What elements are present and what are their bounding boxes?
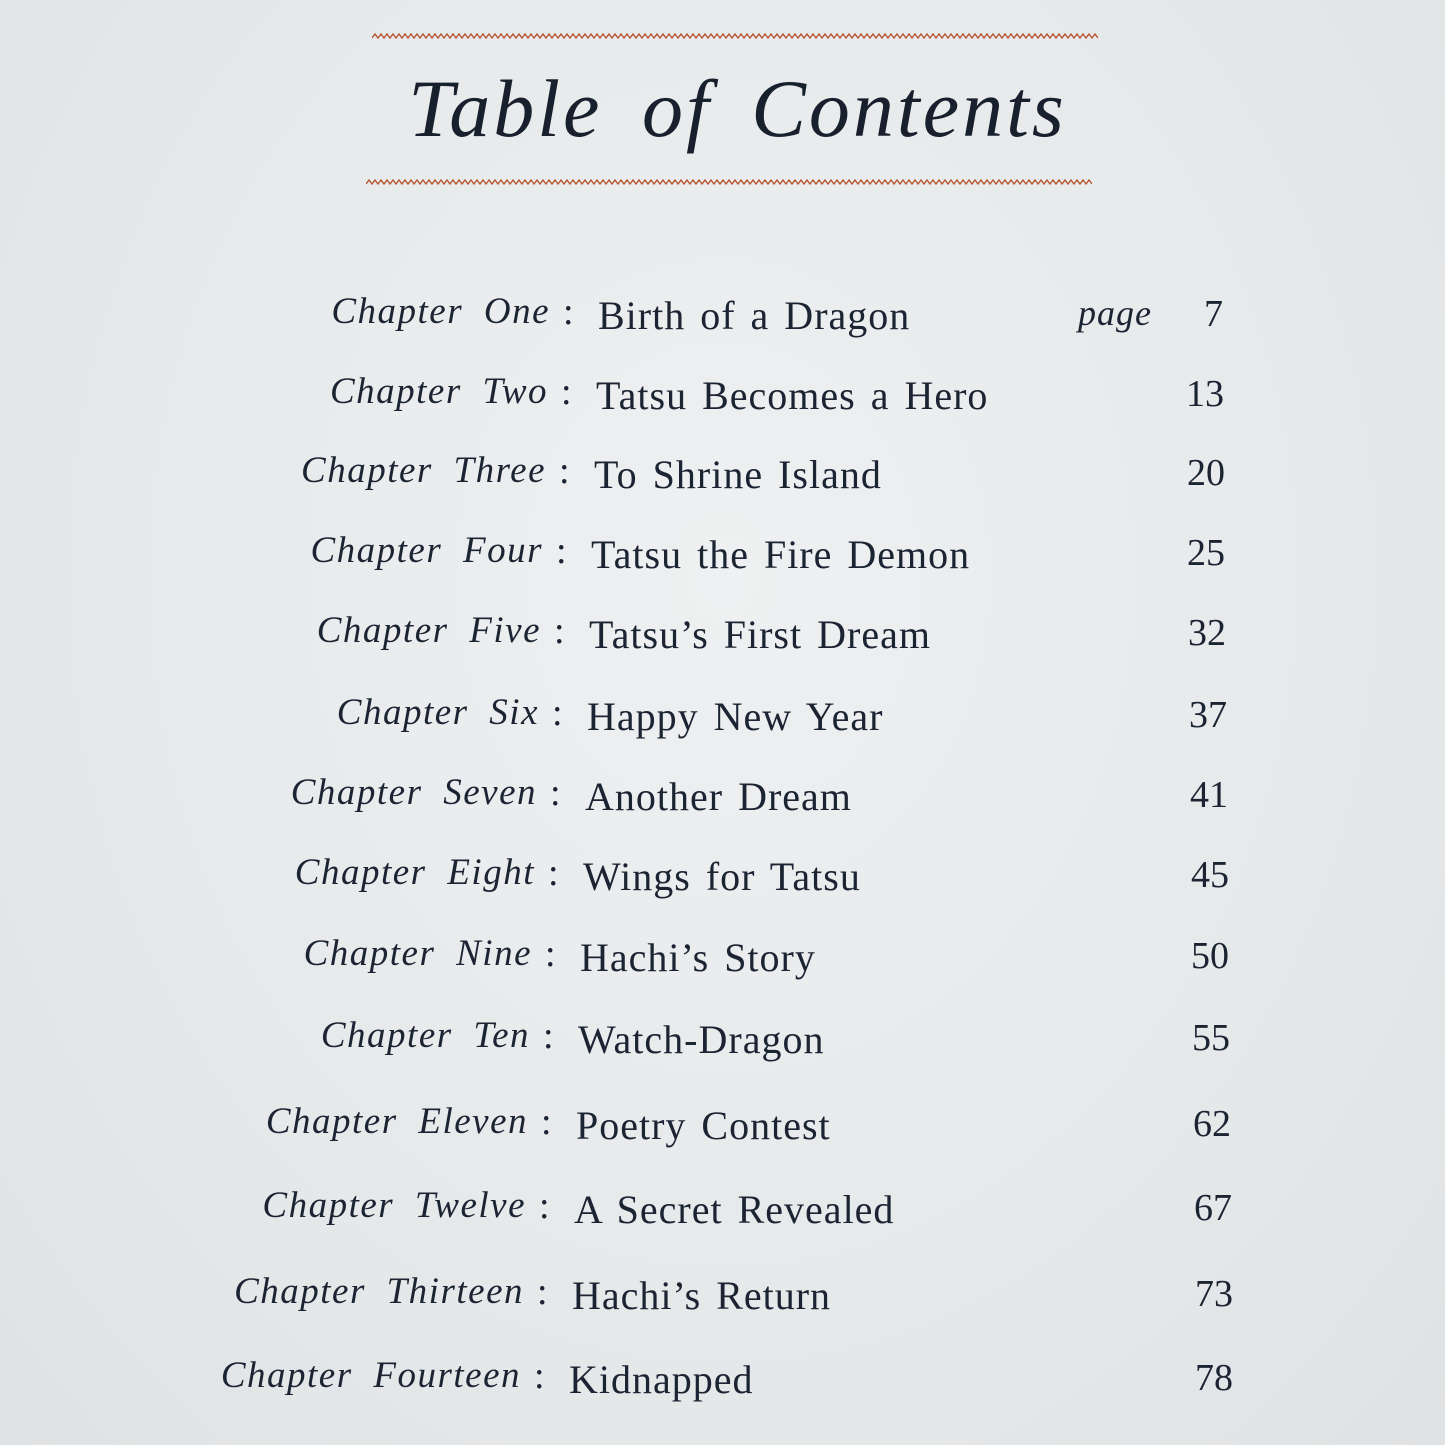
chapter-title: Poetry Contest xyxy=(576,1103,831,1148)
toc-entry xyxy=(0,771,1445,831)
page-number: 78 xyxy=(1195,1357,1233,1399)
chapter-colon: : xyxy=(552,692,563,734)
chapter-label: Chapter Twelve xyxy=(262,1185,526,1226)
chapter-colon: : xyxy=(556,530,567,572)
page-number: 55 xyxy=(1192,1017,1230,1059)
chapter-label: Chapter Five xyxy=(316,610,541,651)
toc-entry xyxy=(0,1354,1445,1414)
chapter-colon: : xyxy=(539,1185,550,1227)
page-number: 67 xyxy=(1194,1187,1232,1229)
chapter-colon: : xyxy=(543,1015,554,1057)
chapter-title: Birth of a Dragon xyxy=(598,293,911,338)
chapter-label: Chapter Three xyxy=(301,450,546,491)
chapter-colon: : xyxy=(537,1271,548,1313)
toc-entry xyxy=(0,851,1445,911)
toc-entry xyxy=(0,1184,1445,1244)
toc-entry xyxy=(0,1270,1445,1330)
toc-entry xyxy=(0,370,1445,430)
chapter-title: Hachi’s Return xyxy=(572,1273,832,1318)
page-number: 41 xyxy=(1190,774,1228,816)
page-number: 25 xyxy=(1187,532,1225,574)
toc-entry xyxy=(0,290,1445,350)
page-number: 62 xyxy=(1193,1103,1231,1145)
chapter-label: Chapter Six xyxy=(336,692,539,733)
chapter-label: Chapter Eleven xyxy=(265,1101,528,1142)
page-number: 45 xyxy=(1191,854,1229,896)
toc-entry xyxy=(0,691,1445,751)
chapter-label: Chapter One xyxy=(331,291,550,332)
chapter-title: Tatsu’s First Dream xyxy=(589,612,931,657)
chapter-title: Another Dream xyxy=(585,774,852,819)
page-number: 13 xyxy=(1186,373,1224,415)
ornament-zigzag-bottom xyxy=(366,178,1092,186)
chapter-label: Chapter Two xyxy=(329,371,548,412)
chapter-label: Chapter Ten xyxy=(320,1015,530,1056)
chapter-title: A Secret Revealed xyxy=(574,1187,895,1232)
toc-entry xyxy=(0,932,1445,992)
chapter-label: Chapter Four xyxy=(310,530,543,571)
page-number: 73 xyxy=(1195,1273,1233,1315)
toc-entry xyxy=(0,449,1445,509)
page-number: 50 xyxy=(1191,935,1229,977)
chapter-title: To Shrine Island xyxy=(594,452,882,497)
chapter-colon: : xyxy=(559,450,570,492)
page-number: 32 xyxy=(1188,612,1226,654)
toc-entry xyxy=(0,1014,1445,1074)
chapter-colon: : xyxy=(550,772,561,814)
chapter-colon: : xyxy=(554,610,565,652)
ornament-rule-bottom xyxy=(366,178,1092,186)
chapter-title: Hachi’s Story xyxy=(580,935,816,980)
chapter-colon: : xyxy=(561,371,572,413)
ornament-zigzag-top xyxy=(372,32,1098,40)
page-number: 7 xyxy=(1204,293,1223,335)
chapter-title: Happy New Year xyxy=(587,694,884,739)
chapter-label: Chapter Fourteen xyxy=(220,1355,521,1396)
page-title: Table of Contents xyxy=(408,63,1067,154)
toc-entry xyxy=(0,609,1445,669)
toc-entry xyxy=(0,1100,1445,1160)
chapter-title: Kidnapped xyxy=(569,1357,754,1402)
chapter-colon: : xyxy=(534,1355,545,1397)
ornament-rule-top xyxy=(372,32,1098,40)
page-number: 20 xyxy=(1187,452,1225,494)
chapter-colon: : xyxy=(563,291,574,333)
toc-entry xyxy=(0,529,1445,589)
chapter-label: Chapter Eight xyxy=(294,852,535,893)
chapter-title: Wings for Tatsu xyxy=(583,854,861,899)
chapter-label: Chapter Seven xyxy=(290,772,537,813)
page-number: 37 xyxy=(1189,694,1227,736)
chapter-colon: : xyxy=(548,852,559,894)
page-word-label: page xyxy=(1078,293,1152,333)
chapter-colon: : xyxy=(545,933,556,975)
chapter-title: Watch-Dragon xyxy=(578,1017,825,1062)
chapter-label: Chapter Nine xyxy=(303,933,532,974)
chapter-colon: : xyxy=(541,1101,552,1143)
chapter-title: Tatsu the Fire Demon xyxy=(591,532,971,577)
chapter-label: Chapter Thirteen xyxy=(234,1271,524,1312)
chapter-title: Tatsu Becomes a Hero xyxy=(596,373,989,418)
